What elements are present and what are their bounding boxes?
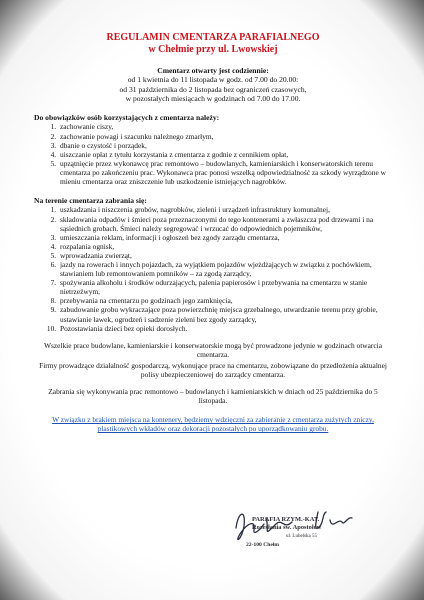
opening-hours-line: w pozostałych miesiącach w godzinach od 7.00 do 17.00. <box>125 93 301 103</box>
prohibited-list <box>34 205 392 332</box>
prohibited-item: 7. spożywania alkoholu i środków odurzających, palenia papierosów i przebywania na cmentarzu w stanie nietrzeźwym, <box>58 278 392 296</box>
stamp-line-2: Rozesłania św. Apostołów <box>252 524 322 531</box>
duty-item: 3. dbanie o czystość i porządek, <box>58 141 392 150</box>
duty-item: 4. uiszczanie opłat z tytułu korzystania z cmentarza z godnie z cennikiem opłat, <box>58 150 392 159</box>
work-ban-paragraph: Zabrania się wykonywania prac remontowo – budowlanych i kamieniarskich w dniach od 25 października do 5 listopada. <box>48 387 378 406</box>
document-title <box>34 32 392 56</box>
opening-hours-line: od 1 kwietnia do 11 listopada w godz. od 7.00 do 20.00: <box>127 75 299 85</box>
prohibited-item: 2. składowania odpadów i śmieci poza przeznaczonymi do tego kontenerami a zwłaszcza pod drzewami i na sąsiednich grobach. Śmieci należy segregować i wrzucać do odpowiednich pojemników, <box>58 215 392 233</box>
stamp-line-1: PARAFIA RZYM.-KAT. <box>252 516 320 523</box>
prohibited-item: 8. przebywania na cmentarzu po godzinach jego zamknięcia, <box>58 296 392 305</box>
construction-hours-paragraph: Wszelkie prace budowlane, kamieniarskie i konserwatorskie mogą być prowadzone jedynie w godzinach otwarcia cmentarza. <box>44 340 382 359</box>
duties-list <box>34 122 392 186</box>
opening-hours <box>34 66 392 103</box>
duty-item: 2. zachowanie powagi i szacunku należnego zmarłym, <box>58 132 392 141</box>
prohibited-heading: Na terenie cmentarza zabrania się: <box>34 196 147 206</box>
prohibited-item: 6. jazdy na rowerach i innych pojazdach, za wyjątkiem pojazdów wjeżdżających w związku z pochówkiem, stawianiem lub remontowaniem pomników – za zgodą zarządcy, <box>58 260 392 278</box>
opening-hours-heading: Cmentarz otwarty jest codziennie: <box>157 66 269 75</box>
prohibited-item: 10. Pozostawiania dzieci bez opieki dorosłych. <box>58 324 392 333</box>
stamp-line-4: 22-100 Chełm <box>246 542 280 548</box>
prohibited-item: 3. umieszczania reklam, informacji i ogłoszeń bez zgody zarządu cmentarza, <box>58 233 392 242</box>
insurance-paragraph: Firmy prowadzące działalność gospodarczą, wykonujące prace na cmentarzu, zobowiązane do przedłożenia aktualnej polisy ubezpieczeniowej do zarządcy cmentarza. <box>39 360 387 380</box>
title-line-1: REGULAMIN CMENTARZA PARAFIALNEGO <box>106 32 320 43</box>
opening-hours-line: od 31 października do 2 listopada bez ograniczeń czasowych, <box>119 84 307 94</box>
duties-heading: Do obowiązków osób korzystających z cmentarza należy: <box>34 113 220 123</box>
duty-item: 1. zachowanie ciszy, <box>58 122 392 131</box>
title-line-2: w Chełmie przy ul. Lwowskiej <box>148 44 278 55</box>
waste-notice: W związku z brakiem miejsca na kontenery, będziemy wdzięczni za zabieranie z cmentarza zużytych zniczy, plastikowych wkładów oraz dekoracji pozostałych po uporządkowaniu grobu. <box>52 415 374 434</box>
prohibited-item: 9. zabudowanie grobu wykraczające poza powierzchnię miejsca grzebalnego, utwardzanie terenu przy grobie, ustawianie ławek, ogrodzeń i sadzenie zieleni bez zgody zarządcy, <box>58 305 392 323</box>
regulations-content <box>34 32 392 434</box>
prohibited-item: 1. uszkadzania i niszczenia grobów, nagrobków, zieleni i urządzeń infrastruktury komunalnej, <box>58 205 392 214</box>
stamp-line-3: ul. Lubelska 55 <box>286 534 317 539</box>
duty-item: 5. upzątnięcie przez wykonawcę prac remontowo – budowlanych, kamieniarskich i konserwatorskich terenu cmentarza po zakończeniu prac. Wykonawca prac ponosi wszelką odpowiedzialność za szkody wyrządzone w mieniu cmentarza oraz zniszczenie lub uszkodzenie istniejących nagrobków. <box>58 159 392 186</box>
signature-and-stamp <box>226 500 396 570</box>
prohibited-item: 4. rozpalania ognisk, <box>58 242 392 251</box>
prohibited-item: 5. wprowadzania zwierząt, <box>58 251 392 260</box>
